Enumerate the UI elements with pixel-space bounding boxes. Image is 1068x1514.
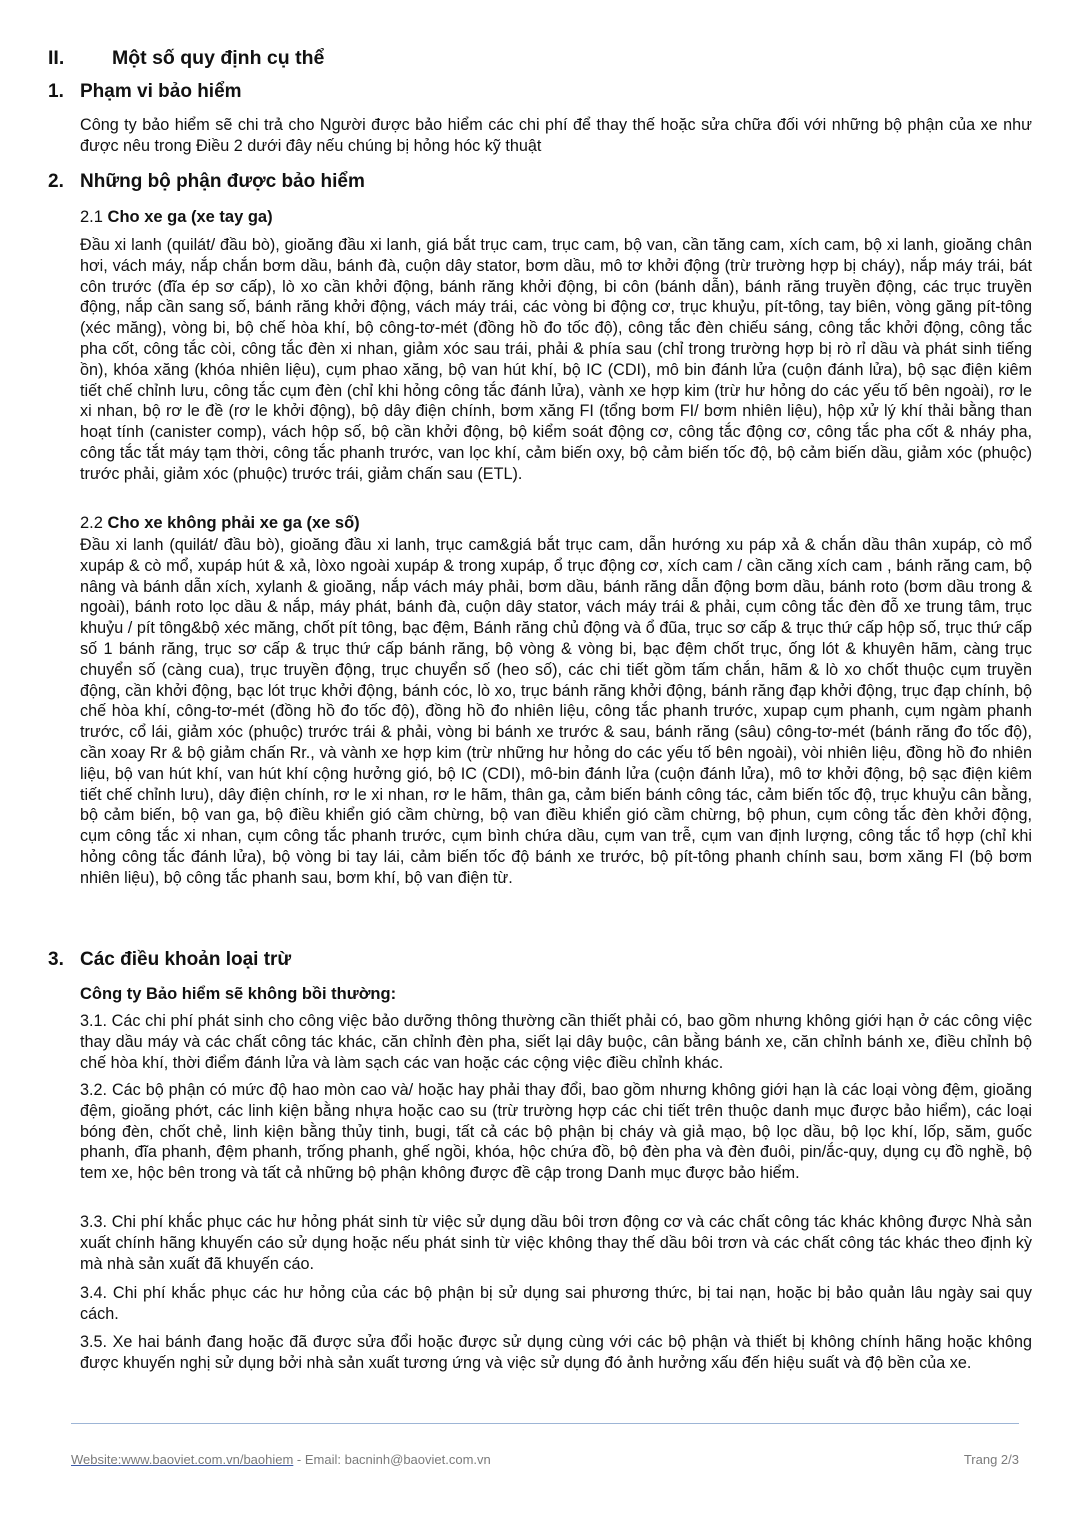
footer-email: - Email: bacninh@baoviet.com.vn bbox=[293, 1452, 491, 1467]
footer bbox=[71, 1451, 1019, 1469]
subsection-2-2-heading bbox=[80, 512, 360, 534]
main-heading-title: Một số quy định cụ thể bbox=[112, 47, 325, 69]
subsection-2-2-label: Cho xe không phải xe ga (xe số) bbox=[107, 514, 360, 532]
section-1-number: 1. bbox=[48, 81, 64, 102]
subsection-2-2-number: 2.2 bbox=[80, 514, 103, 532]
subsection-2-1-heading bbox=[80, 206, 273, 228]
exclusion-item-3-3: 3.3. Chi phí khắc phục các hư hỏng phát sinh từ việc sử dụng dầu bôi trơn động cơ và các chất công tác khác không được Nhà sản xuất chính hãng khuyến cáo sử dụng hoặc nếu phát sinh từ việc không thay thế dầu bôi trơn và các chất công tác khác theo định kỳ mà nhà sản xuất đã khuyến cáo. bbox=[80, 1213, 1032, 1273]
exclusion-item-3-1: 3.1. Các chi phí phát sinh cho công việc bảo dưỡng thông thường cần thiết phải có, bao gồm nhưng không giới hạn ở các công việc thay dầu máy và các chất công tác khác, căn chỉnh đèn pha, siết lại dây buộc, cân bằng bánh xe, căn chỉnh bánh xe, điều chỉnh bộ chế hòa khí, thời điểm đánh lửa và làm sạch các van hoặc các cộng việc điều chỉnh khác. bbox=[80, 1012, 1032, 1072]
section-3-heading bbox=[48, 947, 291, 973]
main-heading bbox=[48, 44, 324, 72]
section-1-heading bbox=[48, 79, 242, 105]
section-3-lead: Công ty Bảo hiểm sẽ không bồi thường: bbox=[80, 985, 397, 1003]
subsection-2-2-text: Đầu xi lanh (quilát/ đầu bò), gioăng đầu xi lanh, trục cam&giá bắt trục cam, dẫn hướng xu páp xả & chắn dầu thân xupáp, cò mổ xupáp & cò mổ, xupáp hút & xả, lòxo ngoài xupáp & trong xupáp, ổ trục động cơ, xích cam / cần căng xích cam , bánh răng cam, bộ nâng và bánh dẫn xích, xylanh & gioăng, nắp vách máy phải, bơm dầu, bánh răng dẫn động bơm dầu, bánh roto (bơm dầu trong & ngoài), bánh roto lọc dầu & nắp, máy phát, bánh đà, cuộn dây stator, vách máy trái & phải, cụm công tắc đèn đỗ xe trung tâm, trục khuỷu / pít tông&bộ xéc măng, chốt pít tông, bạc đệm, Bánh răng chủ động và ổ đũa, trục sơ cấp & trục thứ cấp hộp số, trục thứ cấp số 1 bánh răng, trục sơ cấp & trục thứ cấp bánh răng, bộ vòng & vòng bi, bạc đệm chốt trục, ống lót & khuyên hãm, càng trục chuyển số (càng cua), trục truyền động, trục chuyển số (heo số), các chi tiết gồm tấm chắn, hãm & lò xo chốt thuộc cụm truyền động, cần khởi động, bạc lót trục khởi động, bánh cóc, lò xo, trục bánh răng khởi động, bánh răng đạp khởi động, trục đạp chính, bộ chế hòa khí, công-tơ-mét (đồng hồ đo tốc độ), đồng hồ đo nhiên liệu, công tắc phanh trước, xupap cụm phanh, cụm ngàm phanh trước, cổ lái, giảm xóc (phuộc) trước trái & phải, vòng bi bánh xe trước & sau, bánh răng (sâu) công-tơ-mét (bánh răng đo tốc độ), cần xoay Rr & bộ giảm chấn Rr., và vành xe hợp kim (trừ những hư hỏng do các yếu tố bên ngoài), vòi nhiên liệu, đồng hồ đo nhiên liệu, bộ van hút khí, van hút khí cộng hưởng gió, bộ IC (CDI), mô-bin đánh lửa (cuộn đánh lửa), mô tơ khởi động, bộ sạc điện kiêm tiết chế chỉnh lưu), dây điện chính, rơ le xi nhan, rơ le hãm, thân ga, cảm biến bánh công tác, cảm biến tốc độ, trục khuỷu cân bằng, bộ cảm biến, bộ van ga, bộ điều khiển gió cầm chừng, bộ van điều khiển gió cầm chừng, bộ phun, cụm công tắc đèn khởi động, cụm công tắc xi nhan, cụm công tắc phanh trước, cụm bình chứa dầu, cụm van trễ, cụm van định lượng, công tắc tổ hợp (chỉ khi hỏng công tắc đánh lửa), bộ vòng bi tay lái, cảm biến tốc độ bánh xe trước, bộ pít-tông phanh chính sau, bơm xăng FI (bộ bơm nhiên liệu), bộ công tắc phanh sau, bơm khí, bộ van điện từ. bbox=[80, 536, 1032, 887]
subsection-2-1-number: 2.1 bbox=[80, 208, 103, 226]
section-2-title: Những bộ phận được bảo hiểm bbox=[80, 171, 365, 192]
section-2-number: 2. bbox=[48, 171, 64, 192]
main-heading-number: II. bbox=[48, 47, 65, 69]
exclusion-item-3-4: 3.4. Chi phí khắc phục các hư hỏng của các bộ phận bị sử dụng sai phương thức, bị tai nạn, hoặc bị bảo quản lâu ngày sai quy cách. bbox=[80, 1284, 1032, 1323]
footer-website-link[interactable]: Website:www.baoviet.com.vn/baohiem bbox=[71, 1452, 294, 1467]
section-1-title: Phạm vi bảo hiểm bbox=[80, 81, 242, 102]
section-1-text: Công ty bảo hiểm sẽ chi trả cho Người được bảo hiểm các chi phí để thay thế hoặc sửa chữa đối với những bộ phận của xe như được nêu trong Điều 2 dưới đây nếu chúng bị hỏng hóc kỹ thuật bbox=[80, 116, 1032, 155]
section-3-title: Các điều khoản loại trừ bbox=[80, 949, 292, 970]
footer-divider bbox=[71, 1423, 1019, 1424]
section-2-heading bbox=[48, 169, 365, 195]
exclusion-item-3-2: 3.2. Các bộ phận có mức độ hao mòn cao và/ hoặc hay phải thay đổi, bao gồm nhưng không giới hạn là các loại vòng đệm, gioăng đệm, gioăng phớt, các linh kiện bằng nhựa hoặc cao su (trừ trường hợp các chi tiết trên thuộc danh mục được bảo hiểm), các loại bóng đèn, chốt chẻ, linh kiện bằng thủy tinh, bugi, tất cả các bộ phận bị cháy và giả mạo, bộ lọc dầu, bộ lọc khí, lốp, săm, guốc phanh, đĩa phanh, đệm phanh, trống phanh, ghế ngồi, khóa, hộc chứa đồ, bộ đèn pha và đèn đuôi, pin/ắc-quy, dụng cụ đồ nghề, bộ tem xe, hộc bên trong và tất cả những bộ phận không được đề cập trong Danh mục được bảo hiểm. bbox=[80, 1081, 1032, 1183]
section-3-number: 3. bbox=[48, 949, 64, 970]
subsection-2-1-text: Đầu xi lanh (quilát/ đầu bò), gioăng đầu xi lanh, giá bắt trục cam, trục cam, bộ van, cần tăng cam, xích cam, bộ xi lanh, gioăng chân hơi, vách máy, nắp chắn bơm dầu, bánh đà, cuộn dây stator, bơm dầu, mô tơ khởi động (trừ trường hợp bị cháy), nắp máy trái, bát côn trước (đĩa ép sơ cấp), lò xo cần khởi động, bánh răng khởi động, bi côn (bánh dẫn), bánh răng truyền động, các trục truyền động, nắp cần sang số, bánh răng khởi động, vách máy trái, các vòng bi động cơ, trục khuỷu, pít-tông, tay biên, vòng găng pít-tông (xéc măng), vòng bi, bộ chế hòa khí, bộ công-tơ-mét (đồng hồ đo tốc độ), công tắc đèn chiếu sáng, công tắc khởi động, công tắc pha cốt, công tắc còi, công tắc đèn xi nhan, giảm xóc sau trái, phải & phía sau (chỉ trong trường hợp bị rò rỉ dầu và phát sinh tiếng ồn), khóa xăng (khóa nhiên liệu), cụm phao xăng, bộ van hút khí, bộ IC (CDI), mô bin đánh lửa (cuộn đánh lửa), bộ sạc điện kiêm tiết chế chỉnh lưu, công tắc cụm đèn (chỉ khi hỏng công tắc đánh lửa), vành xe hợp kim (trừ hư hỏng do các yếu tố bên ngoài), rơ le xi nhan, bộ rơ le đề (rơ le khởi động), bộ dây điện chính, bơm xăng FI (tổng bơm FI/ bơm nhiên liệu), hộp xử lý khí thải bằng than hoạt tính (canister comp), vách hộp số, bộ cần khởi động, bộ kiểm soát động cơ, công tắc động cơ, công tắc pha cốt & nháy pha, công tắc tắt máy tạm thời, công tắc phanh trước, van lọc khí, cảm biến oxy, bộ cảm biến tốc độ, bộ cảm biến dầu, giảm xóc (phuộc) trước phải, giảm xóc (phuộc) trước trái, giảm chấn sau (ETL). bbox=[80, 236, 1032, 483]
subsection-2-1-label: Cho xe ga (xe tay ga) bbox=[107, 208, 273, 226]
exclusion-item-3-5: 3.5. Xe hai bánh đang hoặc đã được sửa đổi hoặc được sử dụng cùng với các bộ phận và thiết bị không chính hãng hoặc không được khuyến nghị sử dụng bởi nhà sản xuất tương ứng và việc sử dụng đó ảnh hưởng xấu đến hiệu suất và độ bền của xe. bbox=[80, 1333, 1032, 1372]
footer-page-number: Trang 2/3 bbox=[963, 1452, 1019, 1467]
